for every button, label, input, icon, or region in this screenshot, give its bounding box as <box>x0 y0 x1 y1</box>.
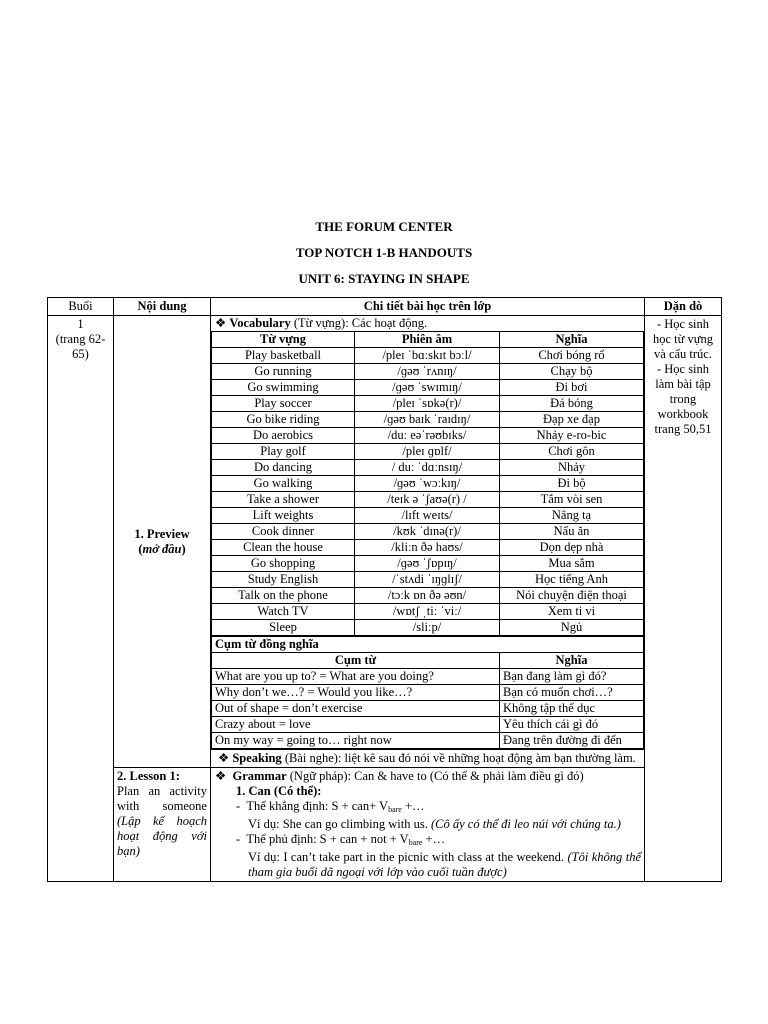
vocab-phonetic: /ɡəʊ baɪk ˈraɪdɪŋ/ <box>355 412 500 428</box>
vocab-meaning: Đá bóng <box>500 396 644 412</box>
synonym-row <box>212 701 644 717</box>
vocab-meaning: Nâng tạ <box>500 508 644 524</box>
vocab-row <box>212 396 644 412</box>
vocab-phonetic: /wɒtʃ ˌtiː ˈviː/ <box>355 604 500 620</box>
vocab-word: Play golf <box>212 444 355 460</box>
vocab-heading: ❖ Vocabulary (Từ vựng): Các hoạt động. <box>215 316 428 330</box>
lesson1-title: 2. Lesson 1: <box>117 769 180 783</box>
vocab-phonetic: /duː eəˈrəʊbɪks/ <box>355 428 500 444</box>
grammar-affirmative-example: Ví dụ: She can go climbing with us. (Cô ấy có thể đi leo núi với chúng ta.) <box>248 817 621 831</box>
lesson1-text: Plan an activity with someone <box>117 784 207 813</box>
vocab-phonetic: /teɪk ə ˈʃaʊə(r) / <box>355 492 500 508</box>
synonym-phrase: Out of shape = don’t exercise <box>212 701 500 717</box>
vocab-col-word: Từ vựng <box>212 332 355 348</box>
center-name: THE FORUM CENTER <box>315 219 453 234</box>
vocab-word: Study English <box>212 572 355 588</box>
vocab-col-phonetic: Phiên âm <box>355 332 500 348</box>
vocab-phonetic: /kʊk ˈdɪnə(r)/ <box>355 524 500 540</box>
lesson1-cell <box>114 768 211 882</box>
vocab-meaning: Ngủ <box>500 620 644 636</box>
synonym-phrase: Crazy about = love <box>212 717 500 733</box>
document-header <box>0 218 768 296</box>
vocab-meaning: Chơi bóng rổ <box>500 348 644 364</box>
vocab-word: Do aerobics <box>212 428 355 444</box>
vocab-meaning: Nói chuyện điện thoại <box>500 588 644 604</box>
synonym-row <box>212 717 644 733</box>
synonym-table <box>211 636 644 749</box>
synonym-col-meaning: Nghĩa <box>500 653 644 669</box>
preview-subtitle: mở đầu <box>142 541 182 556</box>
vocab-meaning: Đi bộ <box>500 476 644 492</box>
synonym-meaning: Bạn có muốn chơi…? <box>500 685 644 701</box>
vocab-word: Watch TV <box>212 604 355 620</box>
vocab-word: Sleep <box>212 620 355 636</box>
vocab-meaning: Nhảy <box>500 460 644 476</box>
speaking-text: ❖ Speaking (Bài nghe): liệt kê sau đó nói về những hoạt động àm bạn thường làm. <box>218 751 636 765</box>
vocab-meaning: Chạy bộ <box>500 364 644 380</box>
lesson1-italic: (Lập kế hoạch hoạt động với bạn) <box>117 814 207 858</box>
vocab-phonetic: /pleɪ ˈbɑːskɪt bɔːl/ <box>355 348 500 364</box>
vocab-phonetic: /pleɪ ˈsɒkə(r)/ <box>355 396 500 412</box>
synonym-meaning: Không tập thể dục <box>500 701 644 717</box>
vocab-meaning: Mua sắm <box>500 556 644 572</box>
vocab-meaning: Xem ti vi <box>500 604 644 620</box>
vocab-meaning: Nấu ăn <box>500 524 644 540</box>
vocab-phonetic: /sliːp/ <box>355 620 500 636</box>
grammar-negative-example: Ví dụ: I can’t take part in the picnic with class at the weekend. (Tôi không thể tham gia buổi dã ngoại với lớp vào cuối tuần được) <box>248 850 641 879</box>
synonym-meaning: Đang trên đường đi đến <box>500 733 644 749</box>
vocab-word: Go bike riding <box>212 412 355 428</box>
vocab-row <box>212 492 644 508</box>
col-homework-header: Dặn dò <box>645 298 722 316</box>
vocab-word: Play soccer <box>212 396 355 412</box>
vocab-meaning: Chơi gôn <box>500 444 644 460</box>
vocab-row <box>212 540 644 556</box>
col-details-header: Chi tiết bài học trên lớp <box>211 298 645 316</box>
vocab-word: Talk on the phone <box>212 588 355 604</box>
vocab-phonetic: /pleɪ ɡɒlf/ <box>355 444 500 460</box>
vocab-phonetic: /ɡəʊ ˈrʌnɪŋ/ <box>355 364 500 380</box>
vocab-phonetic: /ɡəʊ ˈʃɒpɪŋ/ <box>355 556 500 572</box>
vocab-row <box>212 428 644 444</box>
vocab-phonetic: /ˈstʌdi ˈɪŋɡlɪʃ/ <box>355 572 500 588</box>
synonym-row <box>212 685 644 701</box>
vocab-phonetic: /kliːn ðə haʊs/ <box>355 540 500 556</box>
grammar-heading: ❖ Grammar (Ngữ pháp): Can & have to (Có thể & phải làm điều gì đó) <box>215 769 584 783</box>
preview-title: 1. Preview <box>134 526 190 541</box>
col-session-header: Buổi <box>48 298 114 316</box>
vocab-row <box>212 620 644 636</box>
bullet-icon: ❖ <box>218 751 230 765</box>
vocab-word: Go running <box>212 364 355 380</box>
vocab-meaning: Dọn dẹp nhà <box>500 540 644 556</box>
vocab-word: Play basketball <box>212 348 355 364</box>
synonym-phrase: On my way = going to… right now <box>212 733 500 749</box>
vocab-phonetic: /ɡəʊ ˈswɪmɪŋ/ <box>355 380 500 396</box>
vocab-word: Clean the house <box>212 540 355 556</box>
vocab-phonetic: /lɪft weɪts/ <box>355 508 500 524</box>
synonym-heading: Cụm từ đồng nghĩa <box>212 637 644 653</box>
vocab-word: Take a shower <box>212 492 355 508</box>
vocab-phonetic: /ɡəʊ ˈwɔːkɪŋ/ <box>355 476 500 492</box>
session-cell <box>48 316 114 882</box>
vocab-row <box>212 412 644 428</box>
grammar-can-heading: 1. Can (Có thể): <box>236 784 322 798</box>
vocab-word: Do dancing <box>212 460 355 476</box>
vocab-cell <box>211 316 645 750</box>
vocab-table <box>211 331 644 636</box>
handout-title: TOP NOTCH 1-B HANDOUTS <box>295 245 473 260</box>
vocab-row <box>212 588 644 604</box>
synonym-row <box>212 669 644 685</box>
vocab-row <box>212 476 644 492</box>
synonym-meaning: Yêu thích cái gì đó <box>500 717 644 733</box>
synonym-phrase: Why don’t we…? = Would you like…? <box>212 685 500 701</box>
vocab-word: Go shopping <box>212 556 355 572</box>
col-content-header: Nội dung <box>114 298 211 316</box>
vocab-col-meaning: Nghĩa <box>500 332 644 348</box>
session-pages: (trang 62-65) <box>55 332 106 361</box>
vocab-row <box>212 572 644 588</box>
vocab-meaning: Đi bơi <box>500 380 644 396</box>
vocab-row <box>212 380 644 396</box>
unit-title: UNIT 6: STAYING IN SHAPE <box>298 271 470 286</box>
vocab-meaning: Đạp xe đạp <box>500 412 644 428</box>
lesson-plan-table <box>47 297 722 882</box>
vocab-word: Lift weights <box>212 508 355 524</box>
vocab-word: Go swimming <box>212 380 355 396</box>
session-number: 1 <box>77 317 84 331</box>
synonym-phrase: What are you up to? = What are you doing? <box>212 669 500 685</box>
synonym-row <box>212 733 644 749</box>
vocab-meaning: Nhảy e-ro-bic <box>500 428 644 444</box>
bullet-icon: ❖ <box>215 316 227 330</box>
vocab-word: Go walking <box>212 476 355 492</box>
speaking-cell <box>211 750 645 768</box>
vocab-row <box>212 444 644 460</box>
vocab-phonetic: /tɔːk ɒn ðə əʊn/ <box>355 588 500 604</box>
vocab-phonetic: / duː ˈdɑːnsɪŋ/ <box>355 460 500 476</box>
vocab-meaning: Học tiếng Anh <box>500 572 644 588</box>
synonym-col-phrase: Cụm từ <box>212 653 500 669</box>
vocab-row <box>212 348 644 364</box>
homework-text: - Học sinh học từ vựng và cấu trúc. - Học sinh làm bài tập trong workbook trang 50,51 <box>652 317 714 436</box>
vocab-word: Cook dinner <box>212 524 355 540</box>
vocab-row <box>212 556 644 572</box>
grammar-cell <box>211 768 645 882</box>
vocab-row <box>212 364 644 380</box>
vocab-row <box>212 460 644 476</box>
synonym-meaning: Bạn đang làm gì đó? <box>500 669 644 685</box>
grammar-negative: - Thể phủ định: S + can + not + $V_{bare}$ +… <box>236 832 446 847</box>
bullet-icon: ❖ <box>215 769 227 783</box>
vocab-meaning: Tắm vòi sen <box>500 492 644 508</box>
homework-cell <box>645 316 722 882</box>
vocab-row <box>212 508 644 524</box>
preview-cell: 1. Preview (mở đầu) <box>114 316 211 768</box>
vocab-row <box>212 524 644 540</box>
vocab-row <box>212 604 644 620</box>
grammar-affirmative: - Thể khẳng định: $S + can+ V_{bare}$ +… <box>236 799 425 814</box>
